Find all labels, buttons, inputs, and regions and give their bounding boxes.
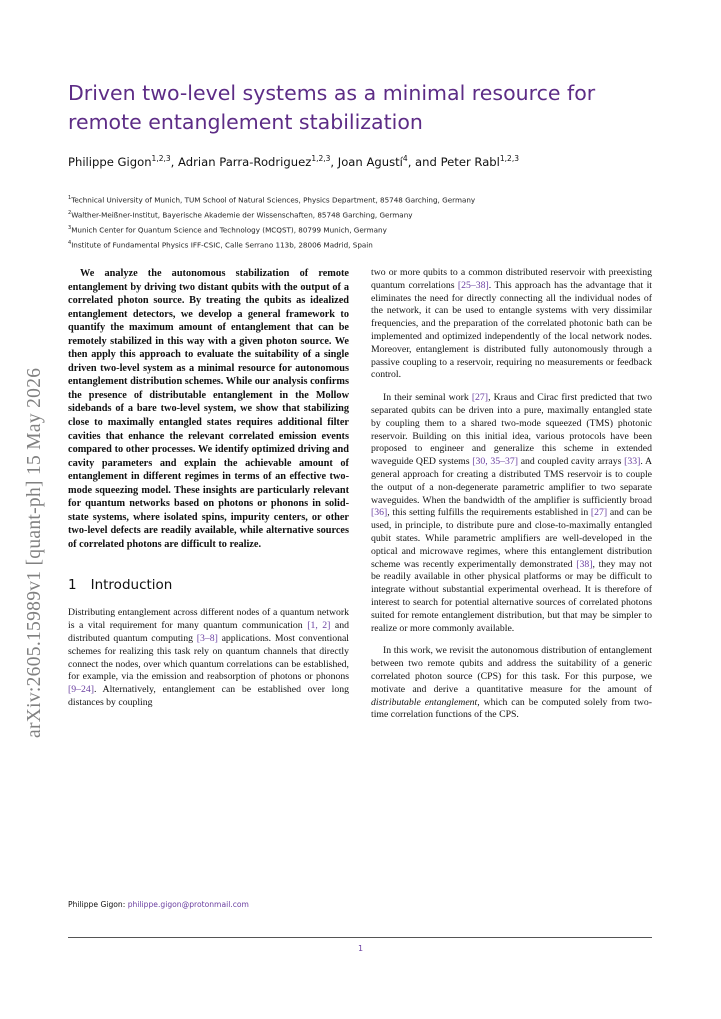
text-run: , they may not be readily available in other physical platforms or may be difficult to integrate without substantial experimental overhead. It is therefore of interest to search for potential alternative sources of correlated photons suited for remote entanglement distribution, but that may be simpler to realize or more commonly available. <box>371 558 652 634</box>
text-run: and can be used, in principle, to distribute pure and close-to-maximally entangled qubit states. While parametric amplifiers are well-developed in the optical and microwave regimes, where this entanglement distribution scheme was recently experimentally demonstrated <box>371 507 652 570</box>
contact-footnote <box>68 900 249 909</box>
citation-link[interactable]: [27] <box>471 392 489 404</box>
body-paragraph <box>371 267 652 382</box>
text-run: . A general approach for creating a distributed TMS reservoir is to couple the output of a non-degenerate parametric amplifier to two separate waveguides. When the bandwidth of the amplifier is sufficiently broad <box>371 456 652 506</box>
affiliation-list <box>68 192 668 252</box>
citation-link[interactable]: [27] <box>590 507 608 519</box>
text-run: , which can be computed solely from two-time correlation functions of the CPS. <box>371 696 652 721</box>
left-column <box>68 267 349 710</box>
contact-email-link[interactable]: philippe.gigon@protonmail.com <box>127 900 249 909</box>
citation-link[interactable]: [30, 35–37] <box>472 456 519 468</box>
text-run: In this work, we revisit the autonomous distribution of entanglement between two remote qubits and address the suitability of a generic correlated photon source (CPS) for this task. For this purpose, we motivate and derive a quantitative measure for the amount of <box>371 645 652 695</box>
citation-link[interactable]: [38] <box>576 558 593 570</box>
affiliation: $^4$Institute of Fundamental Physics IFF-CSIC, Calle Serrano 113b, 28006 Madrid, Spain <box>68 239 373 250</box>
section-heading <box>68 577 349 593</box>
citation-link[interactable]: [1, 2] <box>307 620 331 632</box>
text-run: . Alternatively, entanglement can be established over long distances by coupling <box>68 684 349 709</box>
citation-link[interactable]: [33] <box>624 456 641 468</box>
text-run: , Kraus and Cirac first predicted that two separated qubits can be driven into a pure, maximally entangled state by coupling them to a shared two-mode squeezed (TMS) photonic reservoir. Building on this initial idea, various protocols have been proposed to engineer and generalize this scheme in extended waveguide QED systems <box>371 392 652 468</box>
text-run: two or more qubits to a common distributed reservoir with preexisting quantum correlations <box>371 267 652 291</box>
section-number: 1 <box>68 577 77 594</box>
author: Philippe Gigon$^{1,2,3}$, <box>68 154 179 169</box>
text-run: applications. Most conventional schemes for realizing this task rely on quantum channels that directly connect the nodes, over which quantum correlations can be established, for example, via the emission and reabsorption of photons or phonons <box>68 633 349 683</box>
author: Joan Agustí$^4$, and <box>337 154 441 169</box>
text-run: , this setting fulfills the requirements established in <box>387 507 591 519</box>
text-run: In their seminal work <box>383 392 472 404</box>
affiliation: $^2$Walther-Meißner-Institut, Bayerische Akademie der Wissenschaften, 85748 Garching, Germany <box>68 209 413 220</box>
citation-link[interactable]: [3–8] <box>196 633 218 645</box>
text-run: and coupled cavity arrays <box>518 456 625 468</box>
abstract: We analyze the autonomous stabilization of remote entanglement by driving two distant qubits with the output of a correlated photon source. By treating the qubits as idealized entanglement detectors, we develop a general framework to quantify the maximum amount of entanglement that can be remotely stabilized in this way with a given photon source. We then apply this approach to evaluate the suitability of a single driven two-level system as a minimal resource for autonomous entanglement distribution schemes. While our analysis confirms the presence of distributable entanglement in the Mollow sidebands of a bare two-level system, we show that stabilizing close to maximally entangled states requires additional filter cavities that enhance the relevant correlated emission events compared to other processes. We identify optimized driving and cavity parameters and explain the achievable amount of entanglement in different regimes in terms of an effective two-mode squeezing model. These insights are particularly relevant for quantum networks based on photons or phonons in solid-state systems, where isolated spins, impurity centers, or other two-level defects are readily available, while alternative sources of correlated photons are difficult to realize. <box>68 268 349 550</box>
author-list <box>68 151 668 170</box>
emphasized-text: distributable entanglement <box>371 696 478 708</box>
arxiv-identifier-stamp: arXiv:2605.15989v1 [quant-ph] 15 May 2026 <box>24 367 45 738</box>
body-paragraph <box>371 392 652 635</box>
intro-paragraph <box>68 607 349 709</box>
body-paragraph <box>371 645 652 722</box>
page-number: 1 <box>357 944 364 953</box>
citation-link[interactable]: [25–38] <box>457 279 489 291</box>
text-run: Distributing entanglement across different nodes of a quantum network is a vital requirement for many quantum communication <box>68 607 349 632</box>
citation-link[interactable]: [9–24] <box>68 684 94 696</box>
contact-label: Philippe Gigon: <box>68 900 126 909</box>
citation-link[interactable]: [36] <box>371 507 388 519</box>
text-run: and distributed quantum computing <box>68 620 349 645</box>
section-title: Introduction <box>90 577 173 594</box>
paper-title: Driven two-level systems as a minimal resource for remote entanglement stabilization <box>68 81 596 134</box>
affiliation: $^1$Technical University of Munich, TUM School of Natural Sciences, Physics Department, 85748 Garching, Germany <box>68 195 476 205</box>
affiliation: $^3$Munich Center for Quantum Science and Technology (MCQST), 80799 Munich, Germany <box>68 224 387 235</box>
text-run: . This approach has the advantage that it eliminates the need for directly connecting all the individual nodes of the network, it can be used to entangle systems with very dissimilar frequencies, and the preparation of the correlated photonic bath can be implemented and optimized independently of the local network nodes. Moreover, entanglement is distributed fully autonomously through a passive coupling to a reservoir, requiring no measurements or feedback control. <box>371 279 652 381</box>
author: Adrian Parra-Rodriguez$^{1,2,3}$, <box>178 154 338 169</box>
author: Peter Rabl$^{1,2,3}$ <box>440 154 519 169</box>
footer-divider <box>68 937 652 938</box>
right-column <box>371 267 652 722</box>
